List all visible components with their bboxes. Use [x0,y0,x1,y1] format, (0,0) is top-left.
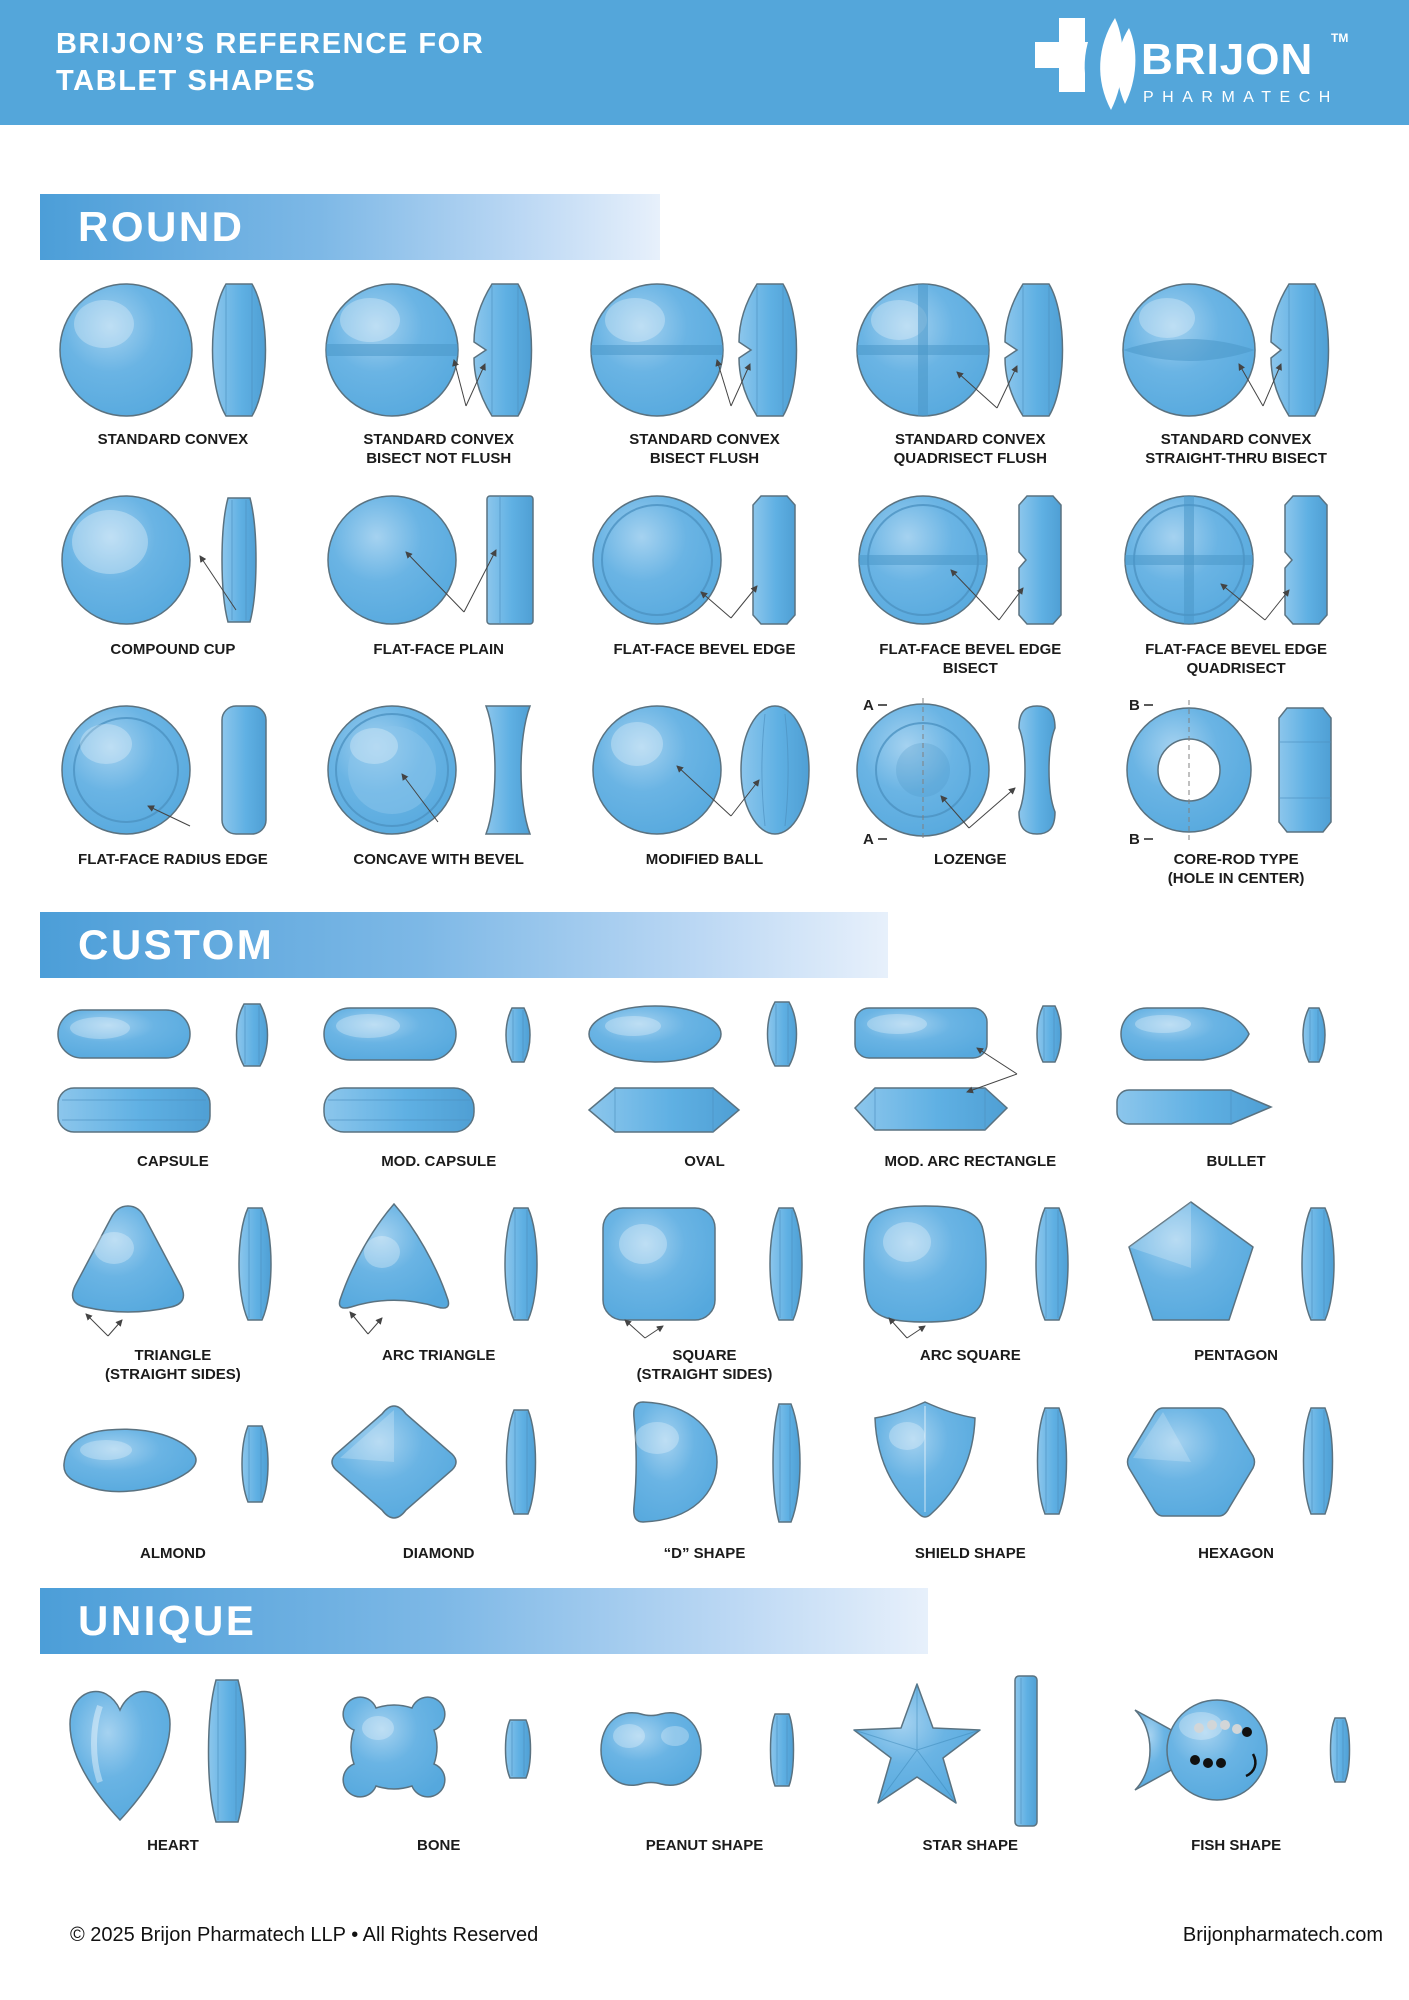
cell-flat-face-plain [306,484,572,694]
shape-label: FLAT-FACE BEVEL EDGE BISECT [879,641,1062,677]
lozenge-illustration [845,694,1095,846]
section-banner-round [40,194,660,260]
cell-compound-cup [40,484,306,694]
shape-label: ARC SQUARE [919,1347,1021,1364]
cell-mod-arc-rectangle [837,988,1103,1186]
cell-arc-square [837,1186,1103,1384]
shape-label: BONE [417,1837,461,1854]
shape-label: MODIFIED BALL [645,851,764,868]
shape-label: HEART [147,1837,199,1854]
shape-label: FLAT-FACE RADIUS EDGE [78,851,268,868]
shape-label: STAR SHAPE [922,1837,1019,1854]
shape-label: STANDARD CONVEX BISECT NOT FLUSH [363,431,514,467]
shape-label: FISH SHAPE [1191,1837,1282,1854]
shape-label: FLAT-FACE BEVEL EDGE QUADRISECT [1145,641,1328,677]
shape-label: PENTAGON [1194,1347,1279,1364]
arc-square-illustration [845,1186,1095,1342]
shape-label: ALMOND [139,1545,206,1562]
cell-square-straight-sides [572,1186,838,1384]
d-shape-illustration [579,1384,829,1540]
logo-tagline-text: PHARMATECH [1143,88,1339,106]
footer-copyright: © 2025 Brijon Pharmatech LLP • All Rights Reserved [70,1924,539,1946]
peanut-shape-illustration [579,1662,829,1832]
cell-standard-convex-straight-thru-bisect [1103,274,1369,484]
cell-lozenge [837,694,1103,904]
shape-label: STANDARD CONVEX [97,431,249,448]
unique-grid [0,1662,1409,1854]
almond-illustration [48,1384,298,1540]
flat-face-radius-edge-illustration [48,694,298,846]
mod-capsule-illustration [314,988,564,1148]
pentagon-illustration [1111,1186,1361,1342]
shape-label: STANDARD CONVEX QUADRISECT FLUSH [893,431,1047,467]
cell-d-shape [572,1384,838,1582]
bisect-not-flush-illustration [314,274,564,426]
shape-label: COMPOUND CUP [110,641,236,658]
page-title [56,26,484,100]
core-rod-annotation-b-bottom: B [1129,831,1140,846]
cell-modified-ball [572,694,838,904]
triangle-illustration [48,1186,298,1342]
cell-hexagon [1103,1384,1369,1582]
cell-triangle-straight-sides [40,1186,306,1384]
cell-shield-shape [837,1384,1103,1582]
shape-label: SHIELD SHAPE [914,1545,1026,1562]
section-title-round: ROUND [78,203,245,250]
logo-brand-text: BRIJON [1141,34,1314,84]
shape-label: CORE-ROD TYPE (HOLE IN CENTER) [1167,851,1305,887]
cell-diamond [306,1384,572,1582]
shape-label: BULLET [1206,1153,1266,1170]
capsule-illustration [48,988,298,1148]
cell-flat-face-bevel-edge-bisect [837,484,1103,694]
cell-flat-face-bevel-edge [572,484,838,694]
cell-capsule [40,988,306,1186]
shape-label: PEANUT SHAPE [645,1837,764,1854]
section-title-custom: CUSTOM [78,921,275,968]
bone-illustration [314,1662,564,1832]
core-rod-illustration [1111,694,1361,846]
cell-star-shape [837,1662,1103,1854]
fish-eye [1242,1727,1252,1737]
arc-triangle-illustration [314,1186,564,1342]
page-title-line2: TABLET SHAPES [56,64,317,97]
oval-illustration [579,988,829,1148]
shape-label: CAPSULE [137,1153,209,1170]
shape-label: ARC TRIANGLE [382,1347,496,1364]
shape-label: TRIANGLE (STRAIGHT SIDES) [104,1347,241,1383]
concave-with-bevel-illustration [314,694,564,846]
cell-mod-capsule [306,988,572,1186]
flat-face-plain-illustration [314,484,564,636]
bullet-illustration [1111,988,1361,1148]
straight-thru-bisect-illustration [1111,274,1361,426]
heart-illustration [48,1662,298,1832]
cell-core-rod-type [1103,694,1369,904]
cell-standard-convex [40,274,306,484]
cell-arc-triangle [306,1186,572,1384]
shield-shape-illustration [845,1384,1095,1540]
cell-heart [40,1662,306,1854]
diamond-illustration [314,1384,564,1540]
shape-label: STANDARD CONVEX BISECT FLUSH [629,431,780,467]
cell-standard-convex-bisect-not-flush [306,274,572,484]
standard-convex-illustration [48,274,298,426]
round-grid [0,274,1409,904]
cell-bone [306,1662,572,1854]
lozenge-annotation-a-bottom: A [863,831,875,846]
cell-standard-convex-quadrisect-flush [837,274,1103,484]
compound-cup-illustration [48,484,298,636]
section-title-unique: UNIQUE [78,1597,257,1644]
star-shape-illustration [845,1662,1095,1832]
quadrisect-flush-illustration [845,274,1095,426]
hexagon-illustration [1111,1384,1361,1540]
lozenge-annotation-a-top: A [863,697,875,714]
custom-grid [0,988,1409,1582]
flat-face-bevel-edge-illustration [579,484,829,636]
cell-pentagon [1103,1186,1369,1384]
fish-shape-illustration [1111,1662,1361,1832]
cell-peanut-shape [572,1662,838,1854]
cell-fish-shape [1103,1662,1369,1854]
shape-label: HEXAGON [1198,1545,1274,1562]
shape-label: FLAT-FACE PLAIN [373,641,504,658]
shape-label: SQUARE (STRAIGHT SIDES) [636,1347,773,1383]
shape-label: FLAT-FACE BEVEL EDGE [613,641,796,658]
section-banner-unique [40,1588,928,1654]
square-illustration [579,1186,829,1342]
shape-label: MOD. CAPSULE [381,1153,497,1170]
cell-concave-with-bevel [306,694,572,904]
flat-face-bevel-edge-bisect-illustration [845,484,1095,636]
cell-oval [572,988,838,1186]
shape-label: OVAL [684,1153,725,1170]
section-banner-custom [40,912,888,978]
cell-flat-face-bevel-edge-quadrisect [1103,484,1369,694]
shape-label: LOZENGE [934,851,1007,868]
cell-standard-convex-bisect-flush [572,274,838,484]
shape-label: MOD. ARC RECTANGLE [884,1153,1057,1170]
bisect-flush-illustration [579,274,829,426]
mod-arc-rectangle-illustration [845,988,1095,1148]
logo-tm: TM [1331,30,1349,45]
shape-label: CONCAVE WITH BEVEL [353,851,524,868]
brijon-logo [1031,12,1361,114]
shape-label: DIAMOND [402,1545,475,1562]
cell-bullet [1103,988,1369,1186]
shape-label: “D” SHAPE [663,1545,746,1562]
page-title-line1: BRIJON’S REFERENCE FOR [56,27,485,60]
cell-flat-face-radius-edge [40,694,306,904]
footer-website: Brijonpharmatech.com [1182,1924,1383,1946]
flat-face-bevel-edge-quadrisect-illustration [1111,484,1361,636]
shape-label: STANDARD CONVEX STRAIGHT-THRU BISECT [1145,431,1327,467]
core-rod-annotation-b-top: B [1129,697,1140,714]
page-header [0,0,1409,125]
modified-ball-illustration [579,694,829,846]
cell-almond [40,1384,306,1582]
